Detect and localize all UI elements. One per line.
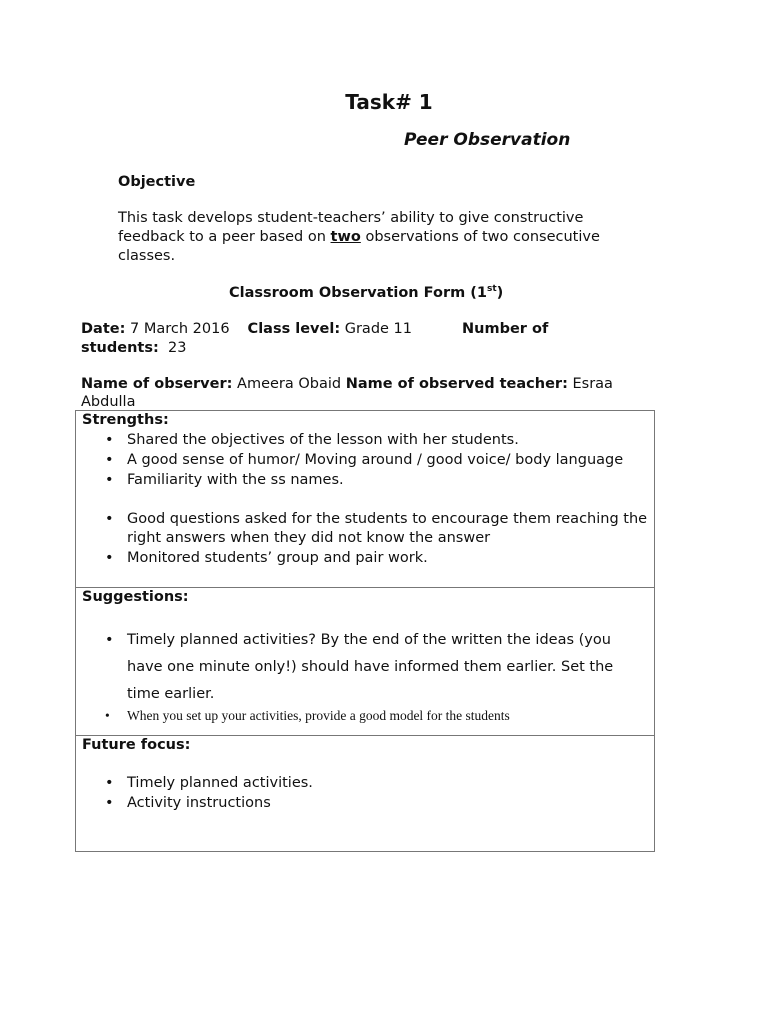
list-item: • Good questions asked for the students to encourage them reaching the right answers when they did not know the answer	[76, 510, 651, 548]
teacher-label: Name of observed teacher:	[345, 376, 568, 392]
strengths-list	[76, 430, 651, 568]
page-subtitle: Peer Observation	[404, 130, 571, 150]
form-title	[229, 284, 503, 301]
strengths-section	[75, 410, 655, 588]
suggestions-list	[76, 627, 644, 726]
suggestions-section	[75, 587, 655, 736]
observer-label: Name of observer:	[81, 376, 233, 392]
students-label-cont: students:	[81, 340, 159, 356]
objective-text-end: observations of two consecutive classes.	[118, 229, 600, 264]
list-item: • Familiarity with the ss names.	[76, 470, 651, 490]
strengths-heading: Strengths:	[82, 412, 169, 428]
form-title-close: )	[496, 284, 504, 301]
class-level-label: Class level:	[247, 321, 341, 337]
list-item: • Shared the objectives of the lesson with her students.	[76, 430, 651, 450]
suggestions-heading: Suggestions:	[82, 589, 189, 605]
list-item: • Timely planned activities.	[76, 773, 644, 793]
objective-emphasis: two	[330, 229, 361, 245]
page-title: Task# 1	[345, 90, 433, 114]
observer-value: Ameera Obaid	[237, 376, 342, 392]
list-item: • Monitored students’ group and pair work.	[76, 548, 651, 568]
students-label: Number of	[462, 321, 549, 337]
list-item: • Timely planned activities? By the end of the written the ideas (you have one minute only!) should have informed them earlier. Set the time earlier.	[76, 627, 644, 708]
students-value: 23	[168, 340, 187, 356]
class-info	[81, 320, 641, 358]
future-focus-heading: Future focus:	[82, 737, 191, 753]
date-value: 7 March 2016	[130, 321, 230, 337]
objective-text	[118, 209, 638, 266]
future-focus-section	[75, 735, 655, 852]
objective-heading: Objective	[118, 174, 196, 190]
observer-info	[81, 375, 651, 411]
form-title-superscript: st	[486, 284, 497, 294]
list-item: • When you set up your activities, provide a good model for the students	[76, 706, 644, 726]
future-focus-list	[76, 773, 644, 813]
date-label: Date:	[81, 321, 126, 337]
objective-text-start: This task develops student-teachers’ ability to give constructive feedback to a peer based on	[118, 210, 584, 245]
teacher-value: Esraa Abdulla	[81, 376, 613, 410]
list-item: • Activity instructions	[76, 793, 644, 813]
list-item: • A good sense of humor/ Moving around / good voice/ body language	[76, 450, 651, 470]
class-level-value: Grade 11	[344, 321, 413, 337]
form-title-text: Classroom Observation Form (1	[229, 284, 487, 301]
